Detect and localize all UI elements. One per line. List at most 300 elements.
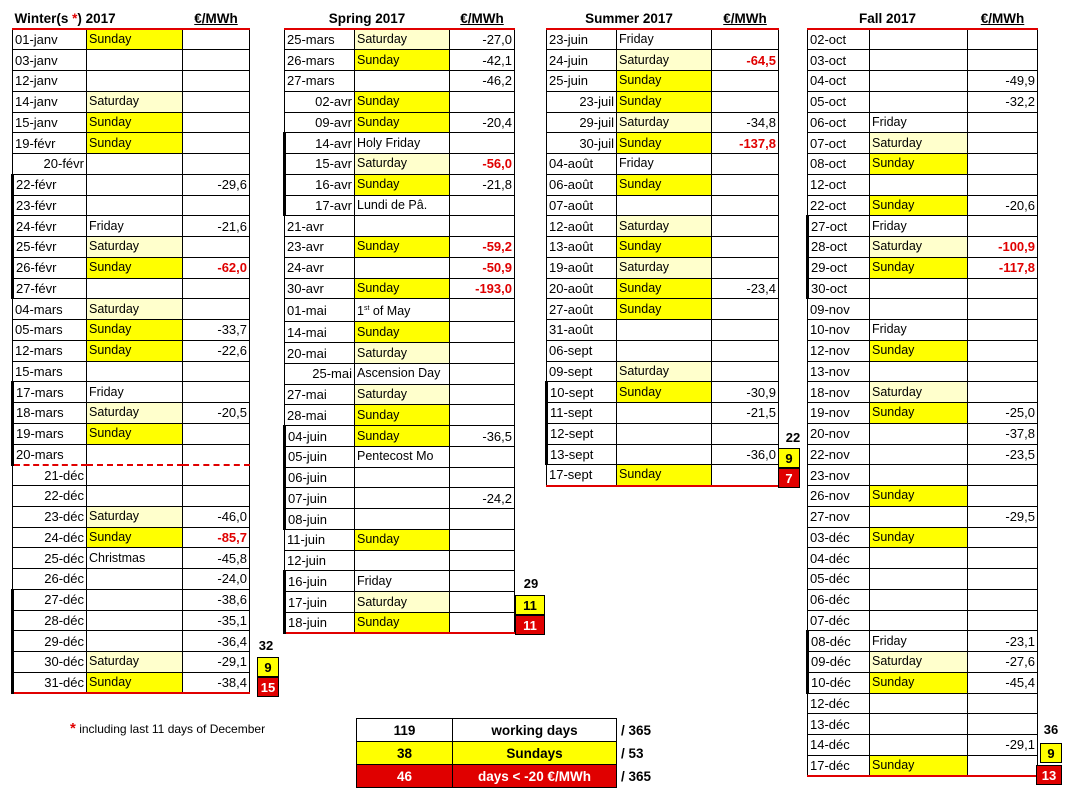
table-row: [285, 237, 515, 258]
day-cell: [870, 278, 968, 299]
price-cell: -100,9: [968, 237, 1038, 258]
day-cell: [355, 71, 450, 92]
summer-unit: €/MWh: [712, 8, 779, 29]
date-cell: 19-août: [547, 257, 617, 278]
table-row: [808, 257, 1038, 278]
day-cell: Saturday: [617, 361, 712, 382]
day-cell: Sunday: [87, 527, 183, 548]
date-cell: 16-avr: [285, 174, 355, 195]
table-row: [13, 610, 250, 631]
price-cell: -27,6: [968, 652, 1038, 673]
price-cell: [183, 299, 250, 320]
table-row: [285, 529, 515, 550]
table-row: [547, 91, 779, 112]
day-cell: [617, 444, 712, 465]
day-cell: Sunday: [355, 426, 450, 447]
fall-rows: [808, 29, 1038, 776]
price-cell: [183, 29, 250, 50]
price-cell: -64,5: [712, 50, 779, 71]
date-cell: 24-avr: [285, 257, 355, 278]
date-cell: 21-avr: [285, 216, 355, 237]
price-cell: -193,0: [450, 278, 515, 299]
table-row: [285, 195, 515, 216]
price-cell: [968, 278, 1038, 299]
price-cell: [450, 322, 515, 343]
table-row: [13, 112, 250, 133]
day-cell: Sunday: [87, 257, 183, 278]
day-cell: Sunday: [87, 320, 183, 341]
table-row: [13, 382, 250, 403]
price-cell: -46,0: [183, 506, 250, 527]
price-cell: [712, 154, 779, 175]
table-row: [285, 363, 515, 384]
table-row: [808, 444, 1038, 465]
price-cell: [968, 50, 1038, 71]
table-row: [808, 71, 1038, 92]
spring-low-count: 11: [515, 615, 545, 635]
table-row: [13, 444, 250, 465]
date-cell: 15-mars: [13, 361, 87, 382]
date-cell: 04-déc: [808, 548, 870, 569]
table-row: [808, 403, 1038, 424]
summary-working-row: [357, 719, 669, 742]
day-cell: [87, 174, 183, 195]
day-cell: [87, 631, 183, 652]
price-cell: -50,9: [450, 257, 515, 278]
price-cell: -22,6: [183, 340, 250, 361]
date-cell: 05-mars: [13, 320, 87, 341]
date-cell: 17-déc: [808, 755, 870, 776]
footnote: [70, 720, 265, 737]
date-cell: 19-nov: [808, 403, 870, 424]
price-cell: [968, 299, 1038, 320]
summary-working-count: 119: [357, 719, 453, 742]
summary-sundays-label: Sundays: [453, 742, 617, 765]
day-cell: Saturday: [870, 237, 968, 258]
date-cell: 25-févr: [13, 237, 87, 258]
date-cell: 27-mai: [285, 384, 355, 405]
date-cell: 13-août: [547, 237, 617, 258]
winter-title: Winter(s *) 2017: [13, 8, 87, 29]
price-cell: [183, 278, 250, 299]
price-cell: -29,5: [968, 506, 1038, 527]
price-cell: -46,2: [450, 71, 515, 92]
day-cell: Sunday: [870, 154, 968, 175]
price-cell: [450, 509, 515, 530]
table-row: [285, 612, 515, 633]
date-cell: 17-juin: [285, 592, 355, 613]
date-cell: 07-oct: [808, 133, 870, 154]
table-row: [285, 384, 515, 405]
table-row: [13, 340, 250, 361]
price-cell: -59,2: [450, 237, 515, 258]
price-cell: [968, 29, 1038, 50]
table-row: [285, 91, 515, 112]
table-row: [547, 237, 779, 258]
date-cell: 08-déc: [808, 631, 870, 652]
date-cell: 14-déc: [808, 735, 870, 756]
price-cell: -32,2: [968, 91, 1038, 112]
table-row: [285, 426, 515, 447]
table-row: [285, 299, 515, 322]
table-row: [808, 91, 1038, 112]
summer-table: [545, 8, 779, 487]
table-row: [547, 320, 779, 341]
date-cell: 24-déc: [13, 527, 87, 548]
day-cell: Friday: [870, 112, 968, 133]
price-cell: -38,4: [183, 672, 250, 693]
price-cell: [712, 465, 779, 486]
day-cell: Sunday: [870, 672, 968, 693]
date-cell: 12-janv: [13, 71, 87, 92]
day-cell: Friday: [617, 154, 712, 175]
date-cell: 05-oct: [808, 91, 870, 112]
table-row: [13, 672, 250, 693]
date-cell: 23-févr: [13, 195, 87, 216]
day-cell: [355, 216, 450, 237]
table-row: [547, 278, 779, 299]
date-cell: 10-sept: [547, 382, 617, 403]
date-cell: 03-déc: [808, 527, 870, 548]
day-cell: [870, 506, 968, 527]
date-cell: 06-juin: [285, 467, 355, 488]
fall-title: Fall 2017: [808, 8, 968, 29]
day-cell: Sunday: [355, 322, 450, 343]
day-cell: [870, 569, 968, 590]
price-cell: -23,5: [968, 444, 1038, 465]
day-cell: Friday: [87, 216, 183, 237]
date-cell: 26-mars: [285, 50, 355, 71]
price-cell: [968, 154, 1038, 175]
date-cell: 12-déc: [808, 693, 870, 714]
summary-low-row: [357, 765, 669, 788]
day-cell: [87, 569, 183, 590]
table-row: [13, 652, 250, 673]
table-row: [13, 320, 250, 341]
day-cell: Sunday: [87, 423, 183, 444]
table-row: [547, 423, 779, 444]
price-cell: [968, 216, 1038, 237]
table-row: [547, 361, 779, 382]
date-cell: 25-mars: [285, 29, 355, 50]
day-cell: Saturday: [87, 237, 183, 258]
table-row: [808, 299, 1038, 320]
date-cell: 26-déc: [13, 569, 87, 590]
day-cell: [870, 589, 968, 610]
day-cell: Friday: [870, 320, 968, 341]
day-cell: Sunday: [355, 174, 450, 195]
price-cell: -42,1: [450, 50, 515, 71]
date-cell: 20-août: [547, 278, 617, 299]
table-row: [808, 237, 1038, 258]
day-cell: [87, 465, 183, 486]
date-cell: 30-oct: [808, 278, 870, 299]
spring-title: Spring 2017: [285, 8, 450, 29]
price-cell: [183, 382, 250, 403]
date-cell: 12-juin: [285, 550, 355, 571]
table-row: [808, 672, 1038, 693]
date-cell: 31-août: [547, 320, 617, 341]
price-cell: [183, 423, 250, 444]
day-cell: [870, 29, 968, 50]
day-cell: [870, 693, 968, 714]
table-row: [808, 589, 1038, 610]
table-row: [13, 465, 250, 486]
day-cell: [355, 509, 450, 530]
table-row: [285, 592, 515, 613]
price-cell: [183, 50, 250, 71]
price-cell: [450, 299, 515, 322]
winter-unit: €/MWh: [183, 8, 250, 29]
date-cell: 13-déc: [808, 714, 870, 735]
day-cell: Friday: [870, 216, 968, 237]
date-cell: 08-juin: [285, 509, 355, 530]
table-row: [808, 693, 1038, 714]
spring-sunday-count: 11: [515, 595, 545, 615]
price-cell: -137,8: [712, 133, 779, 154]
price-cell: [183, 486, 250, 507]
table-row: [13, 403, 250, 424]
date-cell: 20-mai: [285, 343, 355, 364]
fall-unit: €/MWh: [968, 8, 1038, 29]
date-cell: 22-déc: [13, 486, 87, 507]
date-cell: 17-sept: [547, 465, 617, 486]
day-cell: Saturday: [87, 506, 183, 527]
date-cell: 10-déc: [808, 672, 870, 693]
date-cell: 04-août: [547, 154, 617, 175]
table-row: [547, 154, 779, 175]
date-cell: 11-juin: [285, 529, 355, 550]
day-cell: Sunday: [355, 278, 450, 299]
day-cell: Saturday: [617, 216, 712, 237]
price-cell: -45,4: [968, 672, 1038, 693]
table-row: [13, 195, 250, 216]
date-cell: 17-mars: [13, 382, 87, 403]
date-cell: 24-févr: [13, 216, 87, 237]
price-cell: -20,6: [968, 195, 1038, 216]
table-row: [13, 71, 250, 92]
date-cell: 09-sept: [547, 361, 617, 382]
table-row: [13, 548, 250, 569]
day-cell: [355, 467, 450, 488]
price-cell: [712, 361, 779, 382]
price-cell: [183, 237, 250, 258]
day-cell: Friday: [870, 631, 968, 652]
day-cell: [870, 50, 968, 71]
date-cell: 30-déc: [13, 652, 87, 673]
day-cell: Sunday: [355, 50, 450, 71]
date-cell: 14-mai: [285, 322, 355, 343]
table-row: [285, 29, 515, 50]
price-cell: [450, 133, 515, 154]
day-cell: [870, 548, 968, 569]
date-cell: 27-mars: [285, 71, 355, 92]
day-cell: Saturday: [617, 257, 712, 278]
date-cell: 26-févr: [13, 257, 87, 278]
day-cell: Saturday: [355, 384, 450, 405]
table-row: [547, 465, 779, 486]
day-cell: Sunday: [355, 612, 450, 633]
table-row: [285, 488, 515, 509]
day-cell: Sunday: [355, 91, 450, 112]
day-cell: [870, 299, 968, 320]
price-cell: [968, 714, 1038, 735]
summer-rows: [547, 29, 779, 486]
price-cell: [712, 299, 779, 320]
table-row: [285, 571, 515, 592]
day-cell: Sunday: [617, 133, 712, 154]
date-cell: 07-juin: [285, 488, 355, 509]
day-cell: [617, 195, 712, 216]
table-row: [13, 423, 250, 444]
price-cell: [450, 363, 515, 384]
fall-low-count: 13: [1036, 765, 1062, 785]
day-cell: Holy Friday: [355, 133, 450, 154]
day-cell: Sunday: [87, 672, 183, 693]
date-cell: 29-oct: [808, 257, 870, 278]
date-cell: 22-févr: [13, 174, 87, 195]
fall-working-count: 36: [1043, 722, 1059, 737]
table-row: [285, 509, 515, 530]
table-row: [13, 216, 250, 237]
table-row: [808, 216, 1038, 237]
table-row: [808, 755, 1038, 776]
price-cell: [712, 423, 779, 444]
date-cell: 12-mars: [13, 340, 87, 361]
price-cell: [968, 174, 1038, 195]
date-cell: 04-juin: [285, 426, 355, 447]
date-cell: 22-nov: [808, 444, 870, 465]
day-cell: Sunday: [617, 71, 712, 92]
date-cell: 01-janv: [13, 29, 87, 50]
price-cell: [968, 112, 1038, 133]
table-row: [547, 112, 779, 133]
table-row: [285, 467, 515, 488]
table-row: [547, 299, 779, 320]
day-cell: [87, 361, 183, 382]
date-cell: 17-avr: [285, 195, 355, 216]
table-row: [13, 278, 250, 299]
table-row: [547, 50, 779, 71]
day-cell: [870, 71, 968, 92]
date-cell: 27-nov: [808, 506, 870, 527]
table-row: [808, 631, 1038, 652]
day-cell: Saturday: [87, 91, 183, 112]
table-row: [547, 133, 779, 154]
price-cell: -29,1: [183, 652, 250, 673]
date-cell: 11-sept: [547, 403, 617, 424]
price-cell: [968, 340, 1038, 361]
summer-low-count: 7: [778, 468, 800, 488]
date-cell: 25-mai: [285, 363, 355, 384]
day-cell: [870, 610, 968, 631]
date-cell: 01-mai: [285, 299, 355, 322]
day-cell: Sunday: [617, 382, 712, 403]
summer-working-count: 22: [785, 430, 801, 445]
day-cell: [87, 610, 183, 631]
price-cell: -45,8: [183, 548, 250, 569]
day-cell: Sunday: [87, 29, 183, 50]
date-cell: 14-avr: [285, 133, 355, 154]
table-row: [13, 631, 250, 652]
date-cell: 25-déc: [13, 548, 87, 569]
table-row: [547, 216, 779, 237]
price-cell: [712, 237, 779, 258]
winter-working-count: 32: [258, 638, 274, 653]
table-row: [808, 154, 1038, 175]
summer-title: Summer 2017: [547, 8, 712, 29]
price-cell: [712, 195, 779, 216]
table-row: [13, 361, 250, 382]
price-cell: [712, 29, 779, 50]
day-cell: [87, 71, 183, 92]
date-cell: 15-avr: [285, 154, 355, 175]
date-cell: 09-avr: [285, 112, 355, 133]
day-cell: Sunday: [617, 465, 712, 486]
price-cell: [183, 195, 250, 216]
day-cell: Saturday: [87, 299, 183, 320]
day-cell: Sunday: [355, 405, 450, 426]
table-row: [285, 257, 515, 278]
day-cell: [870, 91, 968, 112]
spring-working-count: 29: [523, 576, 539, 591]
table-row: [547, 257, 779, 278]
table-row: [285, 174, 515, 195]
price-cell: -23,4: [712, 278, 779, 299]
table-row: [808, 112, 1038, 133]
price-cell: [968, 548, 1038, 569]
date-cell: 03-janv: [13, 50, 87, 71]
price-cell: [968, 610, 1038, 631]
price-cell: -24,0: [183, 569, 250, 590]
date-cell: 09-nov: [808, 299, 870, 320]
table-row: [808, 361, 1038, 382]
table-row: [13, 50, 250, 71]
day-cell: [355, 257, 450, 278]
day-cell: Sunday: [617, 174, 712, 195]
day-cell: Sunday: [870, 257, 968, 278]
table-row: [547, 195, 779, 216]
price-cell: -56,0: [450, 154, 515, 175]
date-cell: 27-déc: [13, 589, 87, 610]
day-cell: [617, 403, 712, 424]
footnote-star: *: [70, 720, 76, 737]
date-cell: 02-avr: [285, 91, 355, 112]
price-cell: [450, 467, 515, 488]
date-cell: 28-oct: [808, 237, 870, 258]
price-cell: [712, 340, 779, 361]
price-cell: [183, 112, 250, 133]
day-cell: Saturday: [355, 154, 450, 175]
table-row: [808, 486, 1038, 507]
price-cell: -34,8: [712, 112, 779, 133]
table-row: [808, 527, 1038, 548]
price-cell: [712, 320, 779, 341]
price-cell: [968, 486, 1038, 507]
date-cell: 16-juin: [285, 571, 355, 592]
day-cell: Sunday: [870, 403, 968, 424]
date-cell: 15-janv: [13, 112, 87, 133]
price-cell: -25,0: [968, 403, 1038, 424]
day-cell: Sunday: [617, 299, 712, 320]
day-cell: Saturday: [870, 133, 968, 154]
table-row: [808, 320, 1038, 341]
date-cell: 04-mars: [13, 299, 87, 320]
day-cell: [617, 423, 712, 444]
table-row: [808, 174, 1038, 195]
table-row: [285, 133, 515, 154]
day-cell: Sunday: [870, 195, 968, 216]
